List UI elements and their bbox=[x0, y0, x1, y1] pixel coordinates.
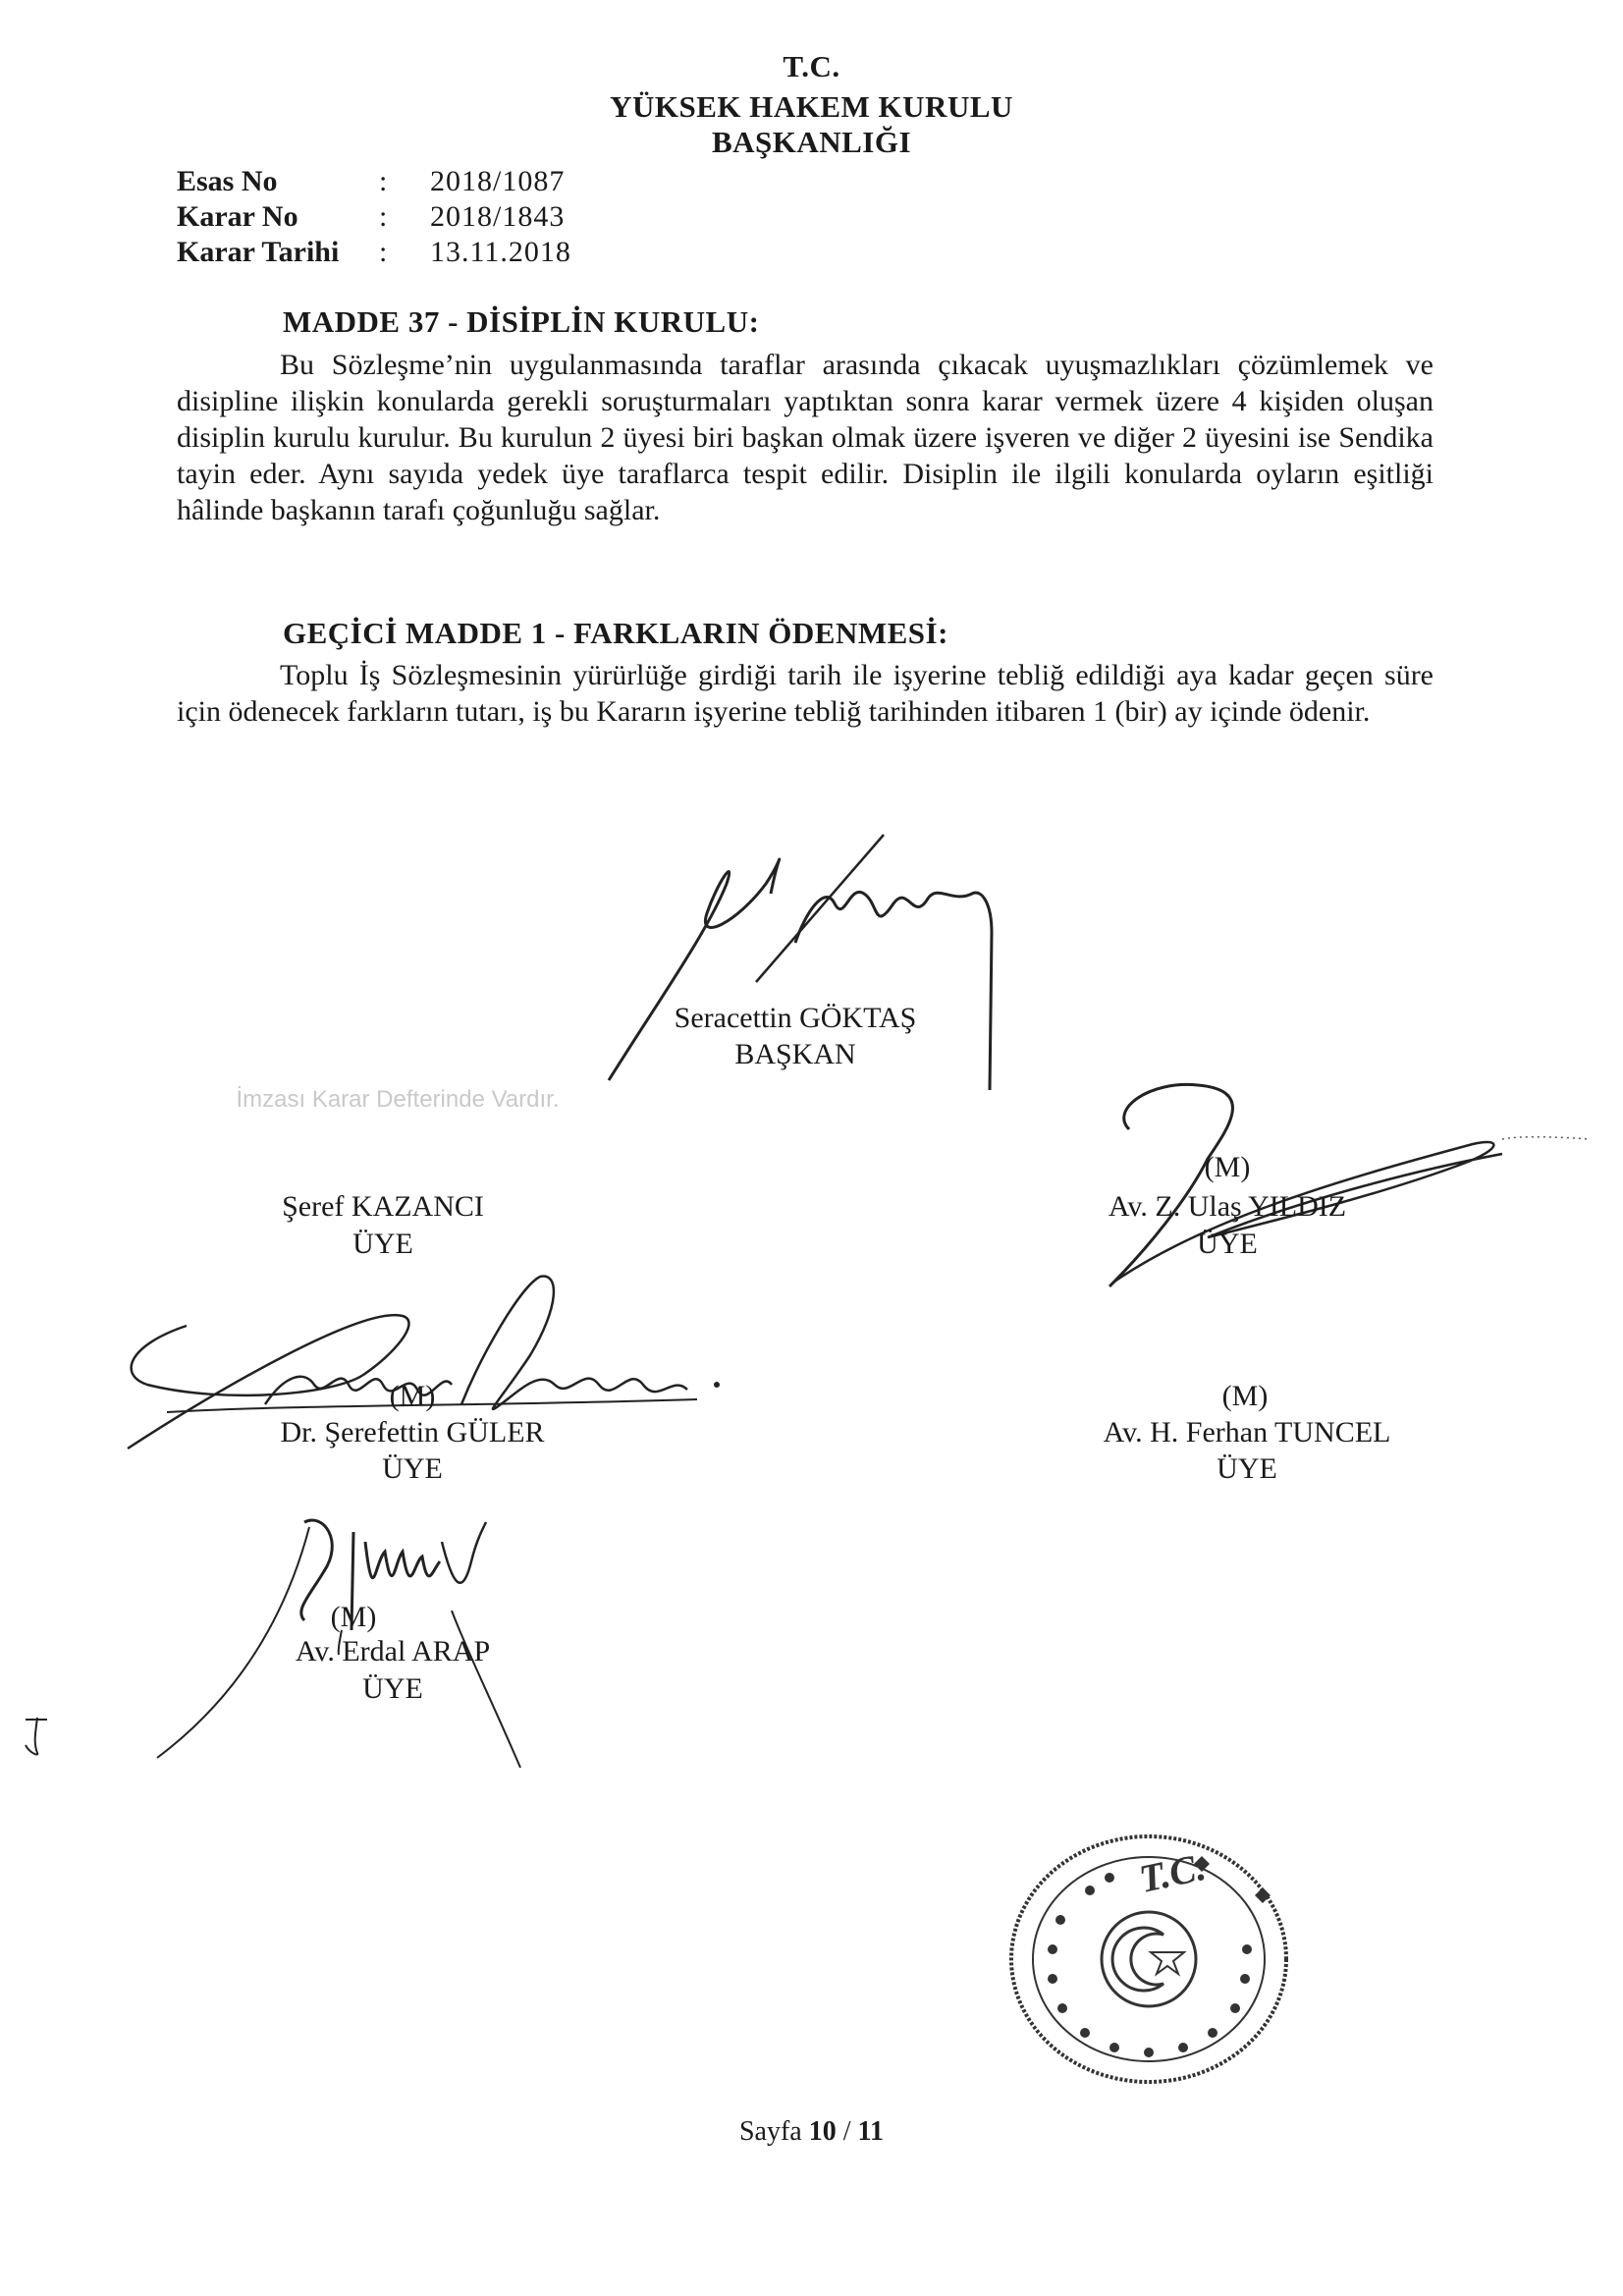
margin-initial-mark bbox=[18, 1714, 57, 1758]
arap-role: ÜYE bbox=[362, 1672, 423, 1705]
page-number bbox=[0, 2116, 1623, 2148]
page-number-separator: / bbox=[836, 2116, 858, 2147]
tuncel-mark: (M) bbox=[1221, 1380, 1269, 1412]
section-body-gecici-madde-1 bbox=[177, 657, 1434, 730]
meta-colon: : bbox=[379, 200, 388, 233]
seal-text: T.C. bbox=[1135, 1843, 1210, 1901]
meta-label: Karar No bbox=[177, 200, 298, 233]
kazanci-name: Şeref KAZANCI bbox=[282, 1190, 484, 1223]
guler-name: Dr. Şerefettin GÜLER bbox=[280, 1416, 545, 1449]
meta-value: 2018/1087 bbox=[430, 165, 566, 197]
page-number-total: 11 bbox=[857, 2116, 884, 2147]
meta-label: Esas No bbox=[177, 165, 278, 197]
yildiz-name: Av. Z. Ulaş YILDIZ bbox=[1108, 1190, 1347, 1223]
tuncel-name: Av. H. Ferhan TUNCEL bbox=[1103, 1416, 1391, 1449]
meta-value: 13.11.2018 bbox=[430, 236, 571, 268]
yildiz-mark: (M) bbox=[1204, 1151, 1251, 1183]
tuncel-role: ÜYE bbox=[1217, 1452, 1277, 1485]
meta-colon: : bbox=[379, 236, 388, 268]
chair-role: BAŞKAN bbox=[734, 1038, 856, 1070]
header-tc: T.C. bbox=[783, 49, 840, 83]
arap-mark: (M) bbox=[330, 1601, 377, 1633]
paragraph-lead: Toplu bbox=[280, 659, 349, 691]
header-institution: YÜKSEK HAKEM KURULU bbox=[610, 89, 1013, 124]
section-heading-madde-37: MADDE 37 - DİSİPLİN KURULU: bbox=[283, 304, 760, 339]
paragraph-text: İş Sözleşmesinin yürürlüğe girdiği tarih ile işyerine tebliğ edildiği aya kadar geçen süre için ödenecek farkların tutarı, iş bu Kararın işyerine tebliğ tarihinden itibaren 1 (bir) ay içinde ödenir. bbox=[177, 659, 1434, 728]
yildiz-role: ÜYE bbox=[1197, 1228, 1258, 1260]
meta-value: 2018/1843 bbox=[430, 200, 566, 233]
meta-colon: : bbox=[379, 165, 388, 197]
paragraph-lead: Bu bbox=[280, 349, 315, 381]
section-body-madde-37 bbox=[177, 347, 1434, 528]
kazanci-role: ÜYE bbox=[352, 1228, 413, 1260]
signature-book-stamp: İmzası Karar Defterinde Vardır. bbox=[236, 1086, 560, 1113]
page-number-prefix: Sayfa bbox=[738, 2116, 809, 2147]
yildiz-signature bbox=[1090, 1070, 1600, 1296]
guler-mark: (M) bbox=[389, 1380, 436, 1412]
meta-label: Karar Tarihi bbox=[177, 236, 340, 268]
paragraph-text: Sözleşme’nin uygulanmasında taraflar arasında çıkacak uyuşmazlıkları çözümlemek ve disipline ilişkin konularda gerekli soruşturmaları yaptıktan sonra karar vermek üzere 4 kişiden oluşan disiplin kurulu kurulur. Bu kurulun 2 üyesi biri başkan olmak üzere işveren ve diğer 2 üyesini ise Sendika tayin eder. Aynı sayıda yedek üye taraflarca tespit edilir. Disiplin ile ilgili konularda oyların eşitliği hâlinde başkanın tarafı çoğunluğu sağlar. bbox=[177, 349, 1434, 526]
chair-name: Seracettin GÖKTAŞ bbox=[674, 1002, 917, 1034]
section-heading-gecici-madde-1: GEÇİCİ MADDE 1 - FARKLARIN ÖDENMESİ: bbox=[283, 616, 948, 650]
page-number-current: 10 bbox=[808, 2116, 837, 2147]
arap-name: Av. Erdal ARAP bbox=[295, 1635, 491, 1667]
guler-role: ÜYE bbox=[382, 1452, 443, 1485]
header-presidency: BAŞKANLIĞI bbox=[711, 125, 912, 159]
